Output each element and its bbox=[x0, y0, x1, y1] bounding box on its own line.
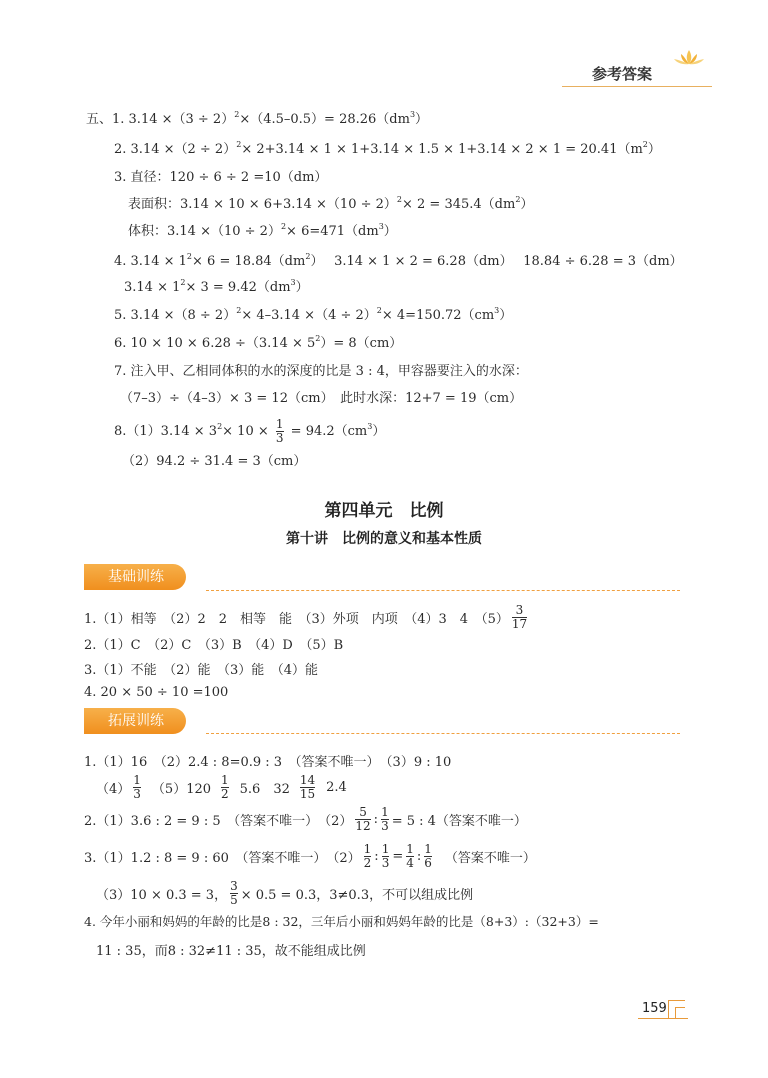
fraction: $\frac{1}{6}$ bbox=[424, 842, 432, 870]
page-number: 159 bbox=[642, 1001, 667, 1016]
unit-title: 第四单元 比例 bbox=[324, 501, 444, 521]
sec5-line-8: 5. $3.14 \times(8 \div 2)^2\times 4-3.14 \times(4 \div 2)^2\times 4=150.72(cm^3)$ bbox=[114, 306, 513, 323]
extend-q2: 2.（1）3.6 : 2 = 9 : 5 （答案不唯一） （2） $\frac{5}{12}$ : $\frac{1}{3}$ = 5 : 4（答案不唯一） bbox=[84, 805, 527, 833]
basic-divider bbox=[206, 590, 680, 591]
sec5-line-12: $8.(1)3.14 \times 3^2\times 10$ × $\frac{1}{3}$ = $94.2(cm^3)$ bbox=[114, 417, 386, 445]
sec5-line-11: （7–3）÷（4–3）× 3 = 12（cm） 此时水深：12+7 = 19（cm） bbox=[120, 391, 523, 406]
sec5-line-9: 6. $10 \times 10 \times 6.28 \div(3.14 \times 5^2)= 8(cm)$ bbox=[114, 334, 403, 351]
fraction: $\frac{3}{17}$ bbox=[511, 603, 528, 631]
extended-training-tab: 拓展训练 bbox=[84, 708, 186, 734]
extend-q1-line-2: （4） $\frac{1}{3}$ （5）120 $\frac{1}{2}$ 5.6 32 $\frac{14}{15}$ 2.4 bbox=[96, 773, 347, 801]
page-number-underline bbox=[638, 1018, 688, 1019]
extend-q1-line-1: 1.（1）16 （2）2.4 : 8=0.9 : 3 （答案不唯一） （3）9 : 10 bbox=[84, 755, 452, 770]
fraction: $\frac{1}{3}$ bbox=[275, 417, 284, 445]
header-underline bbox=[562, 86, 712, 87]
basic-q2: 2.（1）C （2）C （3）B （4）D （5）B bbox=[84, 638, 344, 653]
sec5-line-10: 7. 注入甲、乙相同体积的水的深度的比是 3 : 4，甲容器要注入的水深： bbox=[114, 364, 528, 379]
lotus-icon bbox=[672, 48, 706, 66]
extend-q4-line-1: 4. 今年小丽和妈妈的年龄的比是8 : 32，三年后小丽和妈妈年龄的比是（8+3）:（32+3）= bbox=[84, 914, 599, 929]
lecture-title: 第十讲 比例的意义和基本性质 bbox=[286, 531, 482, 547]
fraction: $\frac{1}{2}$ bbox=[363, 842, 372, 870]
header-title: 参考答案 bbox=[592, 65, 653, 83]
sec5-line-5: 体积：$3.14 \times(10 \div 2)^2\times 6=471(dm^3)$ bbox=[128, 222, 397, 239]
basic-q1: 1.（1）相等 （2）2 2 相等 能 （3）外项 内项 （4）3 4 （5） $\frac{3}{17}$ bbox=[84, 603, 528, 631]
fraction: $\frac{14}{15}$ bbox=[299, 773, 316, 801]
sec5-line-4: 表面积：$3.14 \times 10 \times 6+3.14 \times(10 \div 2)^2\times 2 = 345.4(dm^2)$ bbox=[128, 195, 534, 212]
extend-q4-line-2: 11 : 35，而8 : 32≠11 : 35，故不能组成比例 bbox=[96, 944, 366, 959]
sec5-line-13: （2）94.2 ÷ 31.4 = 3（cm） bbox=[122, 454, 307, 469]
fraction: $\frac{5}{12}$ bbox=[355, 805, 371, 833]
fraction: $\frac{1}{4}$ bbox=[406, 842, 414, 870]
fraction: $\frac{1}{3}$ bbox=[381, 842, 390, 870]
extend-q3-line-2: （3）10 × 0.3 = 3， $\frac{3}{5}$ × 0.5 = 0.3，3≠0.3，不可以组成比例 bbox=[96, 879, 474, 907]
sec5-line-3: 3. 直径：120 ÷ 6 ÷ 2 =10（dm） bbox=[114, 170, 328, 185]
fraction: $\frac{1}{3}$ bbox=[133, 773, 141, 801]
fraction: $\frac{3}{5}$ bbox=[230, 879, 238, 907]
extend-q3: 3.（1）1.2 : 8 = 9 : 60 （答案不唯一） （2） $\frac{1}{2}$ : $\frac{1}{3}$ = $\frac{1}{4}$ : $\frac{1}{6}$ （答案不唯一） bbox=[84, 842, 536, 870]
sec5-line-6: 4. $3.14 \times 1^2\times 6 = 18.84(dm^2)$ 3.14 × 1 × 2 = 6.28（dm） 18.84 ÷ 6.28 = 3（dm） bbox=[114, 252, 683, 269]
sec5-line-2: 2. $3.14 \times(2 \div 2)^2\times 2+3.14 \times 1 \times 1+3.14 \times 1.5 \times 1+3.14 \times 2 \times 1 = 20.41(m^2)$ bbox=[114, 140, 661, 157]
extended-divider bbox=[206, 733, 680, 734]
sec5-line-7: $3.14 \times 1^2\times 3 = 9.42(dm^3)$ bbox=[124, 278, 309, 295]
basic-q4: 4. 20 × 50 ÷ 10 =100 bbox=[84, 685, 229, 700]
sec5-line-1: 五、1. $3.14 \times(3 \div 2)^2\times(4.5-0.5)= 28.26(dm^3)$ bbox=[86, 110, 429, 127]
fraction: $\frac{1}{2}$ bbox=[221, 773, 229, 801]
fraction: $\frac{1}{3}$ bbox=[381, 805, 389, 833]
basic-q3: 3.（1）不能 （2）能 （3）能 （4）能 bbox=[84, 663, 318, 678]
basic-training-tab: 基础训练 bbox=[84, 564, 186, 590]
